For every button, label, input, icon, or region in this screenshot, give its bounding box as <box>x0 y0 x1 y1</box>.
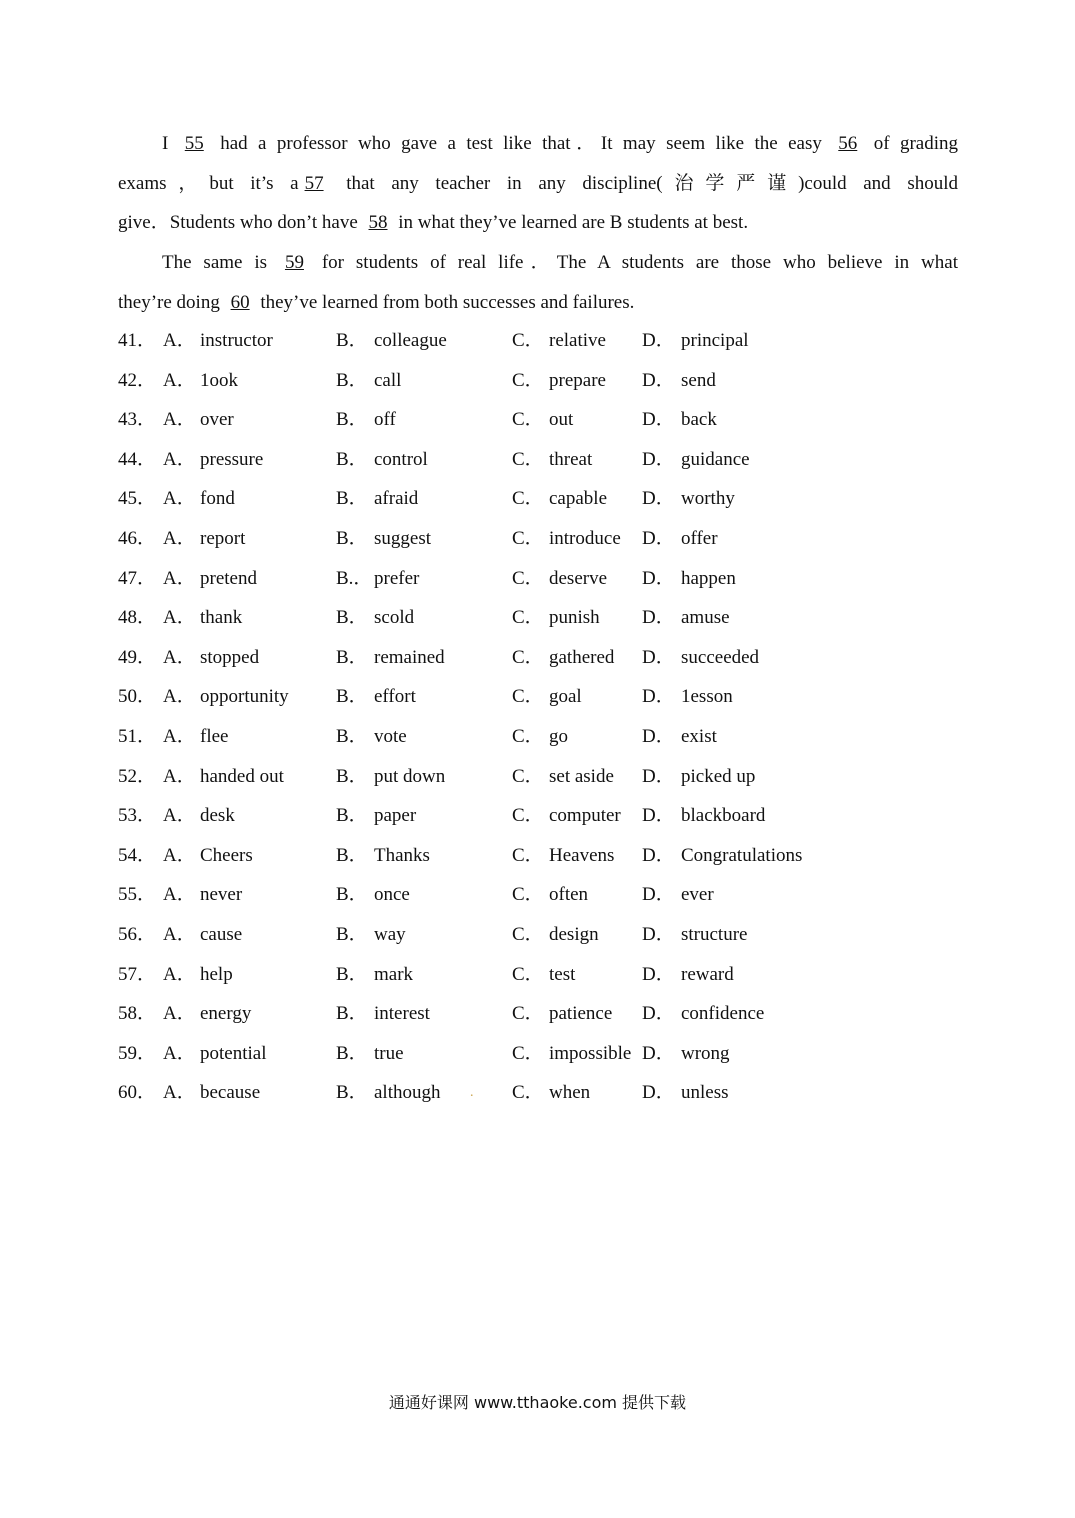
option-d: reward <box>681 963 734 985</box>
question-number: 50． <box>118 686 157 708</box>
option-letter-d: D． <box>642 369 675 391</box>
question-number: 56． <box>118 923 157 945</box>
question-number: 45． <box>118 488 157 510</box>
answer-options-list <box>118 321 978 1113</box>
option-c: design <box>549 923 599 945</box>
option-letter-c: C． <box>512 884 544 906</box>
option-b: way <box>374 923 406 945</box>
option-b: mark <box>374 963 414 985</box>
option-letter-b: B． <box>336 884 368 906</box>
option-letter-b: B． <box>336 1042 368 1064</box>
option-b: paper <box>374 805 417 827</box>
option-letter-b: B． <box>336 1082 368 1104</box>
stray-mark: . <box>470 1085 474 1101</box>
option-c: deserve <box>549 567 608 589</box>
footer-credit: 通通好课网 www.tthaoke.com 提供下载 <box>388 1393 687 1412</box>
option-d: blackboard <box>681 805 766 827</box>
option-letter-d: D． <box>642 1042 675 1064</box>
option-b: control <box>374 448 428 470</box>
option-letter-b: B． <box>336 1003 368 1025</box>
option-letter-a: A． <box>163 330 196 351</box>
option-d: picked up <box>681 765 756 787</box>
question-row <box>118 479 978 519</box>
option-letter-b: B． <box>336 725 368 747</box>
option-letter-b: B.． <box>336 567 373 589</box>
option-letter-b: B． <box>336 923 368 945</box>
option-letter-d: D． <box>642 765 675 787</box>
option-b: vote <box>374 725 407 747</box>
option-b: once <box>374 884 410 906</box>
option-c: prepare <box>549 369 606 391</box>
option-letter-c: C． <box>512 686 544 708</box>
option-letter-a: A． <box>163 1042 196 1064</box>
option-c: patience <box>549 1003 613 1025</box>
question-number: 53． <box>118 805 157 827</box>
option-letter-c: C． <box>512 1082 544 1104</box>
option-a: Cheers <box>200 844 253 866</box>
option-letter-a: A． <box>163 963 196 985</box>
option-letter-d: D． <box>642 686 675 708</box>
question-number: 52． <box>118 765 157 787</box>
question-row <box>118 321 978 361</box>
option-letter-a: A． <box>163 725 196 747</box>
option-a: cause <box>200 923 243 945</box>
question-number: 47． <box>118 567 157 589</box>
blank-57: 57 <box>304 172 324 194</box>
question-row <box>118 717 978 757</box>
passage-line: give．Students who don’t have 58 in what they’ve learned are B students at best. <box>118 212 749 233</box>
question-row <box>118 875 978 915</box>
option-letter-a: A． <box>163 844 196 866</box>
option-letter-c: C． <box>512 567 544 589</box>
passage-line: exams，but it’s a 57 that any teacher in any discipline(治学严谨)could and should <box>118 172 958 194</box>
option-a: instructor <box>200 330 273 351</box>
option-letter-d: D． <box>642 725 675 747</box>
option-letter-c: C． <box>512 1042 544 1064</box>
option-a: report <box>200 527 246 549</box>
option-c: impossible <box>549 1042 632 1064</box>
option-letter-c: C． <box>512 527 544 549</box>
question-number: 43． <box>118 409 157 431</box>
option-a: stopped <box>200 646 260 668</box>
question-number: 51． <box>118 725 157 747</box>
question-row <box>118 757 978 797</box>
option-letter-c: C． <box>512 923 544 945</box>
option-d: structure <box>681 923 748 945</box>
option-d: exist <box>681 725 717 747</box>
passage-paragraph-1 <box>118 124 958 243</box>
option-letter-d: D． <box>642 488 675 510</box>
option-c: relative <box>549 330 606 351</box>
option-letter-b: B． <box>336 527 368 549</box>
option-letter-a: A． <box>163 923 196 945</box>
question-row <box>118 915 978 955</box>
option-letter-d: D． <box>642 567 675 589</box>
option-d: principal <box>681 330 749 351</box>
question-number: 42． <box>118 369 157 391</box>
option-a: fond <box>200 488 235 510</box>
option-c: test <box>549 963 576 985</box>
option-d: ever <box>681 884 714 906</box>
question-number: 48． <box>118 607 157 629</box>
option-letter-c: C． <box>512 963 544 985</box>
question-number: 60． <box>118 1082 157 1104</box>
option-a: over <box>200 409 234 431</box>
option-letter-d: D． <box>642 963 675 985</box>
option-letter-c: C． <box>512 805 544 827</box>
option-letter-b: B． <box>336 686 368 708</box>
option-letter-a: A． <box>163 448 196 470</box>
option-letter-a: A． <box>163 567 196 589</box>
option-a: potential <box>200 1042 267 1064</box>
question-number: 54． <box>118 844 157 866</box>
option-b: remained <box>374 646 445 668</box>
option-letter-c: C． <box>512 1003 544 1025</box>
option-letter-d: D． <box>642 923 675 945</box>
passage-paragraph-2 <box>118 243 958 322</box>
option-letter-a: A． <box>163 527 196 549</box>
option-b: afraid <box>374 488 419 510</box>
option-d: guidance <box>681 448 750 470</box>
option-a: opportunity <box>200 686 289 708</box>
question-row <box>118 955 978 995</box>
question-row <box>118 677 978 717</box>
option-letter-c: C． <box>512 488 544 510</box>
option-letter-d: D． <box>642 1003 675 1025</box>
option-letter-b: B． <box>336 844 368 866</box>
option-a: help <box>200 963 233 985</box>
option-letter-b: B． <box>336 963 368 985</box>
option-letter-d: D． <box>642 646 675 668</box>
option-letter-a: A． <box>163 884 196 906</box>
option-letter-a: A． <box>163 1082 196 1104</box>
option-letter-b: B． <box>336 607 368 629</box>
option-letter-d: D． <box>642 805 675 827</box>
option-a: because <box>200 1082 261 1104</box>
question-row <box>118 836 978 876</box>
option-c: out <box>549 409 574 431</box>
option-letter-a: A． <box>163 805 196 827</box>
question-row <box>118 638 978 678</box>
option-a: pretend <box>200 567 257 589</box>
option-letter-b: B． <box>336 805 368 827</box>
option-a: 1ook <box>200 369 238 391</box>
question-row <box>118 361 978 401</box>
question-number: 55． <box>118 884 157 906</box>
option-b: put down <box>374 765 446 787</box>
option-b: call <box>374 369 402 391</box>
option-c: goal <box>549 686 582 708</box>
blank-56: 56 <box>838 133 858 154</box>
option-letter-c: C． <box>512 607 544 629</box>
option-c: threat <box>549 448 593 470</box>
option-letter-c: C． <box>512 448 544 470</box>
option-d: send <box>681 369 716 391</box>
option-letter-a: A． <box>163 765 196 787</box>
option-letter-a: A． <box>163 369 196 391</box>
option-a: desk <box>200 805 235 827</box>
option-b: Thanks <box>374 844 430 866</box>
question-number: 58． <box>118 1003 157 1025</box>
question-row <box>118 559 978 599</box>
option-d: amuse <box>681 607 730 629</box>
option-letter-d: D． <box>642 330 675 351</box>
question-number: 49． <box>118 646 157 668</box>
option-b: suggest <box>374 527 431 549</box>
option-letter-d: D． <box>642 527 675 549</box>
passage-line: I 55 had a professor who gave a test like that．It may seem like the easy 56 of grading <box>162 133 958 154</box>
option-c: Heavens <box>549 844 615 866</box>
option-letter-d: D． <box>642 448 675 470</box>
option-letter-a: A． <box>163 646 196 668</box>
option-d: back <box>681 409 717 431</box>
option-letter-d: D． <box>642 607 675 629</box>
option-d: succeeded <box>681 646 760 668</box>
option-letter-c: C． <box>512 725 544 747</box>
option-a: thank <box>200 607 243 629</box>
option-c: go <box>549 725 568 747</box>
option-b: prefer <box>374 567 420 589</box>
passage-line: they’re doing 60 they’ve learned from both successes and failures. <box>118 291 635 313</box>
option-letter-b: B． <box>336 369 368 391</box>
option-c: when <box>549 1082 591 1104</box>
blank-55: 55 <box>184 133 204 154</box>
option-letter-b: B． <box>336 448 368 470</box>
blank-58: 58 <box>368 212 388 233</box>
option-letter-a: A． <box>163 1003 196 1025</box>
option-d: Congratulations <box>681 844 803 866</box>
option-c: punish <box>549 607 600 629</box>
option-c: set aside <box>549 765 614 787</box>
question-row <box>118 400 978 440</box>
option-letter-b: B． <box>336 646 368 668</box>
question-number: 57． <box>118 963 157 985</box>
option-a: flee <box>200 725 229 747</box>
option-d: worthy <box>681 488 735 510</box>
option-b: off <box>374 409 396 431</box>
question-row <box>118 519 978 559</box>
option-letter-b: B． <box>336 409 368 431</box>
option-letter-d: D． <box>642 409 675 431</box>
question-number: 59． <box>118 1042 157 1064</box>
option-letter-d: D． <box>642 1082 675 1104</box>
option-letter-c: C． <box>512 330 544 351</box>
option-letter-c: C． <box>512 646 544 668</box>
question-row <box>118 598 978 638</box>
option-d: happen <box>681 567 736 589</box>
option-letter-c: C． <box>512 765 544 787</box>
option-c: computer <box>549 805 621 827</box>
option-letter-a: A． <box>163 686 196 708</box>
option-d: offer <box>681 527 718 549</box>
option-letter-c: C． <box>512 409 544 431</box>
blank-60: 60 <box>230 291 250 313</box>
question-row <box>118 1034 978 1074</box>
question-number: 44． <box>118 448 157 470</box>
option-b: although <box>374 1082 441 1104</box>
option-letter-c: C． <box>512 369 544 391</box>
option-c: gathered <box>549 646 615 668</box>
option-b: true <box>374 1042 404 1064</box>
option-a: handed out <box>200 765 284 787</box>
option-b: colleague <box>374 330 447 351</box>
option-letter-a: A． <box>163 409 196 431</box>
question-number: 41． <box>118 330 157 351</box>
option-b: interest <box>374 1003 430 1025</box>
option-b: effort <box>374 686 416 708</box>
option-letter-a: A． <box>163 488 196 510</box>
option-d: 1esson <box>681 686 733 708</box>
option-d: confidence <box>681 1003 765 1025</box>
question-row <box>118 994 978 1034</box>
option-b: scold <box>374 607 415 629</box>
option-letter-a: A． <box>163 607 196 629</box>
question-row <box>118 440 978 480</box>
option-c: capable <box>549 488 608 510</box>
option-a: pressure <box>200 448 264 470</box>
option-letter-b: B． <box>336 765 368 787</box>
question-row <box>118 1073 978 1113</box>
option-c: often <box>549 884 589 906</box>
option-letter-d: D． <box>642 884 675 906</box>
option-letter-c: C． <box>512 844 544 866</box>
option-a: energy <box>200 1003 252 1025</box>
blank-59: 59 <box>284 252 304 273</box>
option-letter-b: B． <box>336 330 368 351</box>
passage-line: The same is 59 for students of real life．The A students are those who believe in what <box>162 252 958 273</box>
option-a: never <box>200 884 243 906</box>
option-d: wrong <box>681 1042 730 1064</box>
option-letter-d: D． <box>642 844 675 866</box>
question-row <box>118 796 978 836</box>
question-number: 46． <box>118 527 157 549</box>
option-d: unless <box>681 1082 729 1104</box>
option-letter-b: B． <box>336 488 368 510</box>
option-c: introduce <box>549 527 621 549</box>
